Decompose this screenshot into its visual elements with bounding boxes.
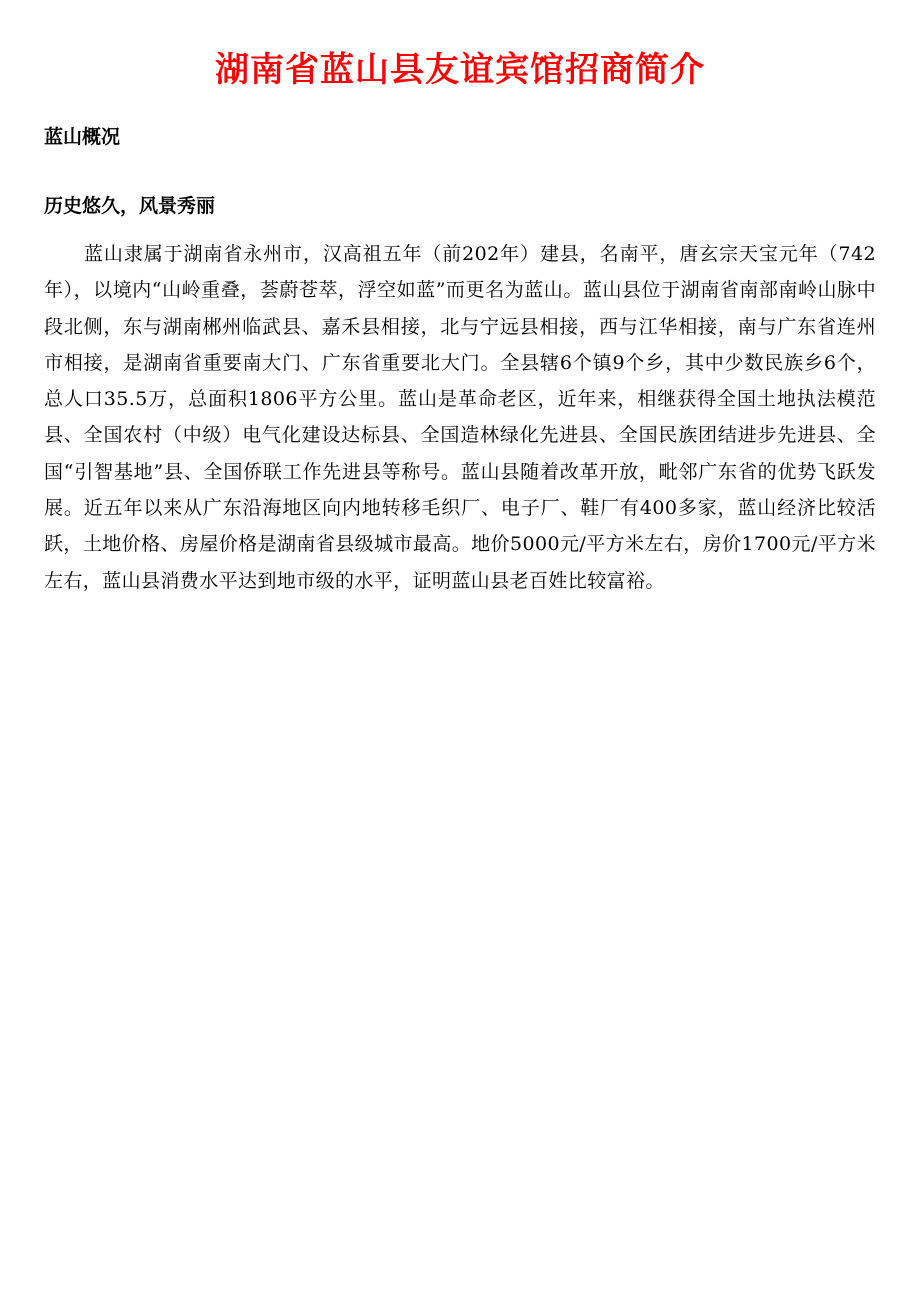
document-title: 湖南省蓝山县友谊宾馆招商简介 <box>215 50 705 90</box>
section-heading-overview: 蓝山概况 <box>44 126 121 148</box>
history-paragraph: 蓝山隶属于湖南省永州市，汉高祖五年（前202年）建县，名南平，唐玄宗天宝元年（742年），以境内“山岭重叠，荟蔚苍萃，浮空如蓝”而更名为蓝山。蓝山县位于湖南省南部南岭山脉中段北侧，东与湖南郴州临武县、嘉禾县相接，北与宁远县相接，西与江华相接，南与广东省连州市相接，是湖南省重要南大门、广东省重要北大门。全县辖6个镇9个乡，其中少数民族乡6个，总人口35.5万，总面积1806平方公里。蓝山是革命老区，近年来，相继获得全国土地执法模范县、全国农村（中级）电气化建设达标县、全国造林绿化先进县、全国民族团结进步先进县、全国“引智基地”县、全国侨联工作先进县等称号。蓝山县随着改革开放，毗邻广东省的优势飞跃发展。近五年以来从广东沿海地区向内地转移毛织厂、电子厂、鞋厂有400多家，蓝山经济比较活跃，土地价格、房屋价格是湖南省县级城市最高。地价5000元/平方米左右，房价1700元/平方米左右，蓝山县消费水平达到地市级的水平，证明蓝山县老百姓比较富裕。 <box>44 243 876 592</box>
section-heading-history: 历史悠久，风景秀丽 <box>44 195 216 217</box>
